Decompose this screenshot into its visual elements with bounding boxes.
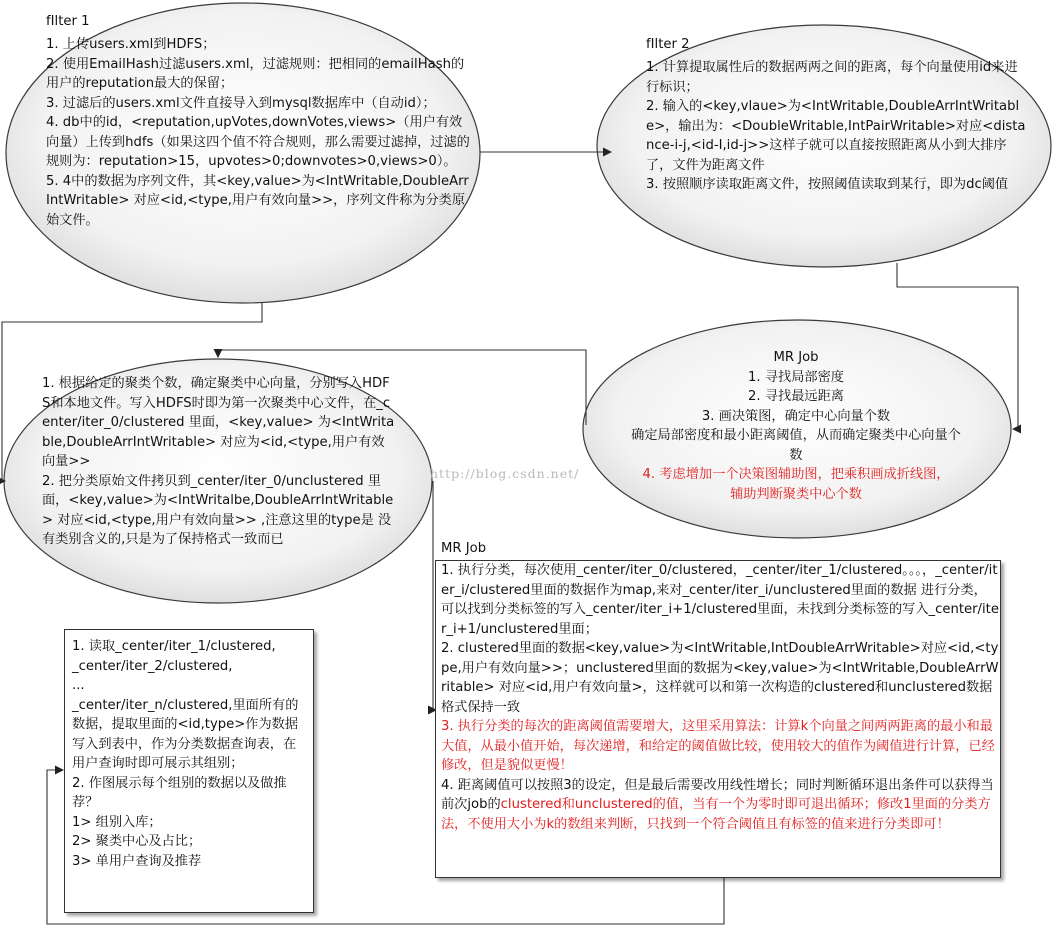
filter1-line-1: 1. 上传users.xml到HDFS； [46, 37, 216, 52]
mrjob2-para-2: 2. clustered里面的数据<key,value>为<IntWritable,IntDoubleArrWritable>对应<id,<type,用户有效向量>>；unclustered里面的数据为<key,value>为<IntWritable,DoubleArrWritable> 对应<id,用户有效向量>，这样就可以和第一次构造的clustered和unclustered数据格式保持一致 [441, 641, 999, 715]
result-line-1: 1. 读取_center/iter_1/clustered, [72, 639, 276, 654]
filter1-text [46, 35, 470, 230]
filter1-line-4: 4. db中的id，<reputation,upVotes,downVotes,views>（用户有效向量）上传到hdfs（如果这四个值不符合规则，那么需要过滤掉，过滤的规则为：reputation>15，upvotes>0;downvotes>0,views>0）。 [46, 115, 470, 169]
mrjob1-line-2: 2. 寻找最远距离 [748, 389, 844, 404]
mrjob2-para-4-a: 4. 距离阈值可以按照3的设定，但是最后需要改用线性增长；同时判断循环退出条件可以获得当前次job的 [441, 777, 994, 812]
result-line-2: _center/iter_2/clustered, [72, 658, 233, 674]
result-text [72, 637, 308, 871]
init-text [42, 374, 396, 550]
mrjob2-text [441, 561, 999, 834]
mrjob1-line-3: 3. 画决策图，确定中心向量个数 [701, 408, 891, 424]
mrjob2-para-1: 1. 执行分类，每次使用_center/iter_0/clustered，_center/iter_1/clustered。。。，_center/iter_i/clustered里面的数据作为map,来对_center/iter_i/unclustered里面的数据 进行分类，可以找到分类标签的写入_center/iter_i+1/clustered里面，未找到分类标签的写入_center/iter_i+1/unclustered里面； [441, 563, 999, 637]
mrjob2-para-4-b: clustered和unclustered的值，当有一个为零时即可退出循环；修改1里面的分类方法，不使用大小为k的数组来判断，只找到一个符合阈值且有标签的值来进行分类即可！ [441, 797, 991, 832]
result-line-5: 2. 作图展示每个组别的数据以及做推荐？ [72, 775, 287, 810]
watermark: http://blog.csdn.net/ [430, 466, 580, 481]
mrjob1-title: MR Job [773, 350, 819, 365]
mrjob1-text [610, 348, 982, 504]
filter2-title: fIlter 2 [646, 37, 690, 52]
init-line-1: 1. 根据给定的聚类个数，确定聚类中心向量，分别写入HDFS和本地文件。写入HDFS时即为第一次聚类中心文件，在_center/iter_0/clustered 里面，<key,value> 为<IntWritable,DoubleArrIntWritable> 对应为<id,<type,用户有效向量>> [42, 376, 395, 469]
init-line-2: 2. 把分类原始文件拷贝到_center/iter_0/unclustered 里面，<key,value>为<IntWritalbe,DoubleArrIntWritable> 对应<id,<type,用户有效向量>> ,注意这里的type是 没有类别含义的,只是为了保持格式一致而已 [42, 473, 394, 547]
mrjob2-para-3: 3. 执行分类的每次的距离阈值需要增大，这里采用算法：计算k个向量之间两两距离的最小和最大值，从最小值开始，每次递增，和给定的阈值做比较，使用较大的值作为阈值进行计算，已经修改，但是貌似更慢！ [441, 719, 995, 773]
result-line-4: _center/iter_n/clustered,里面所有的数据，提取里面的<id,type>作为数据写入到表中，作为分类数据查询表，在用户查询时即可展示其组别； [72, 697, 299, 771]
filter2-line-1: 1. 计算提取属性后的数据两两之间的距离，每个向量使用id来进行标识； [646, 60, 1018, 95]
filter2-line-2: 2. 输入的<key,vlaue>为<IntWritable,DoubleArrIntWritable>，输出为：<DoubleWritable,IntPairWritable>对应<distance-i-j,<id-I,id-j>>这样子就可以直接按照距离从小到大排序了，文件为距离文件 [646, 99, 1026, 173]
result-line-6: 1> 组别入库； [72, 814, 162, 830]
filter1-line-5: 5. 4中的数据为序列文件，其<key,value>为<IntWritable,DoubleArrIntWritable> 对应<id,<type,用户有效向量>>，序列文件称为分类原始文件。 [46, 173, 469, 228]
filter1-title: fIlter 1 [46, 14, 90, 29]
filter1-line-2: 2. 使用EmailHash过滤users.xml，过滤规则：把相同的emailHash的用户的reputation最大的保留； [46, 56, 465, 91]
mrjob1-line-4: 确定局部密度和最小距离阈值，从而确定聚类中心向量个数 [631, 428, 961, 463]
mrjob1-line-1: 1. 寻找局部密度 [748, 369, 844, 385]
result-line-3: ... [72, 678, 85, 693]
filter2-line-3: 3. 按照顺序读取距离文件，按照阈值读取到某行，即为dc阈值 [646, 177, 1009, 192]
result-line-7: 2> 聚类中心及占比； [72, 834, 202, 849]
mrjob2-para-4 [441, 776, 999, 835]
result-line-8: 3> 单用户查询及推荐 [72, 853, 202, 869]
filter1-line-3: 3. 过滤后的users.xml文件直接导入到mysql数据库中（自动id）； [46, 95, 436, 111]
mrjob2-title: MR Job [441, 541, 487, 556]
mrjob1-red-line: 4. 考虑增加一个决策图辅助图，把乘积画成折线图，辅助判断聚类中心个数 [642, 467, 950, 502]
filter2-text [646, 58, 1026, 195]
